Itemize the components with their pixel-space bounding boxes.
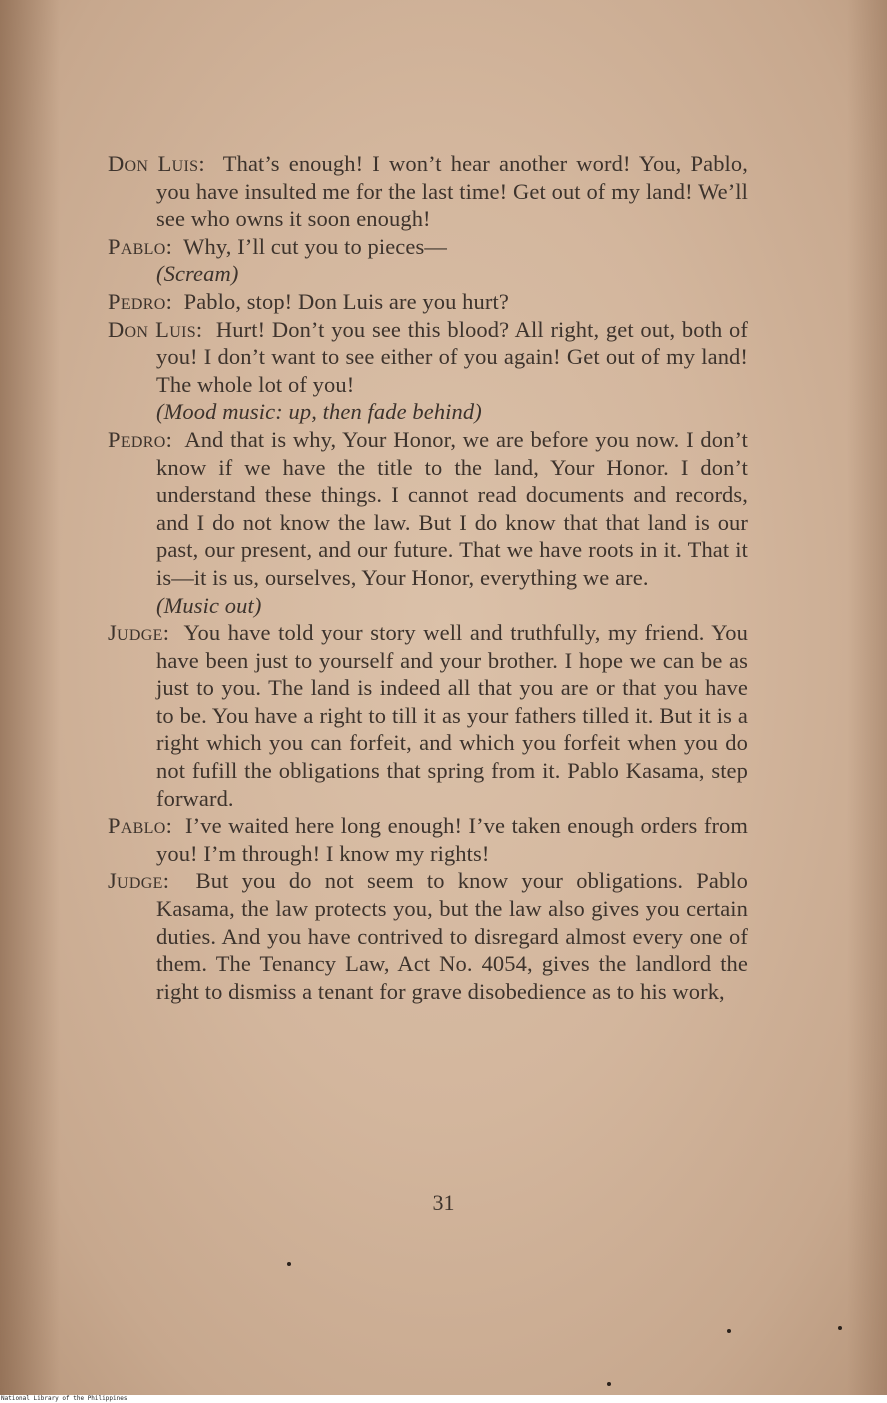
- paper-speck: [607, 1382, 611, 1386]
- footer-strip: [0, 1395, 887, 1403]
- paper-speck: [287, 1262, 291, 1266]
- speaker-name: Don Luis:: [108, 151, 205, 176]
- speech-text: But you do not seem to know your obligations. Pablo Kasama, the law protects you, but the law also gives you certain duties. And you have contrived to disregard almost every one of them. The Tenancy Law, Act No. 4054, gives the landlord the right to dismiss a tenant for grave disobedience as to his work,: [156, 868, 748, 1004]
- speaker-name: Judge:: [108, 868, 170, 894]
- speech-text: I’ve waited here long enough! I’ve taken enough orders from you! I’m through! I know my rights!: [156, 813, 748, 866]
- stage-direction-music-out: (Music out): [156, 592, 262, 618]
- speech-don-luis-1: [108, 150, 748, 233]
- speech-pablo-1: [108, 233, 748, 261]
- speech-judge-2: [108, 867, 748, 1005]
- paper-speck: [727, 1329, 731, 1333]
- speech-text: That’s enough! I won’t hear another word! You, Pablo, you have insulted me for the last time! Get out of my land! We’ll see who owns it soon enough!: [156, 151, 748, 232]
- speech-text: Why, I’ll cut you to pieces—: [183, 233, 447, 259]
- paper-speck: [838, 1326, 842, 1330]
- library-credit: National Library of the Philippines: [1, 1395, 128, 1402]
- play-script-text: [108, 150, 748, 1005]
- speech-text: Hurt! Don’t you see this blood? All right, get out, both of you! I don’t want to see either of you again! Get out of my land! The whole lot of you!: [156, 316, 748, 397]
- speech-text: Pablo, stop! Don Luis are you hurt?: [183, 288, 509, 314]
- speaker-name: Pedro:: [108, 288, 173, 314]
- speech-judge-1: [108, 619, 748, 812]
- speech-text: And that is why, Your Honor, we are before you now. I don’t know if we have the title to the land, Your Honor. I don’t understand these things. I cannot read documents and records, and I do not know the law. But I do know that that land is our past, our present, and our future. That we have roots in it. That it is—it is us, ourselves, Your Honor, everything we are.: [156, 426, 748, 590]
- speaker-name: Pedro:: [108, 426, 173, 452]
- speaker-name: Don Luis:: [108, 316, 203, 342]
- page-number: 31: [432, 1190, 455, 1215]
- speech-pablo-2: [108, 812, 748, 867]
- speaker-name: Judge:: [108, 620, 170, 646]
- stage-direction-mood-music: (Mood music: up, then fade behind): [156, 399, 482, 425]
- speech-pedro-2: [108, 426, 748, 592]
- speaker-name: Pablo:: [108, 233, 173, 259]
- speaker-name: Pablo:: [108, 813, 173, 839]
- speech-don-luis-2: [108, 316, 748, 399]
- speech-pedro-1: [108, 288, 748, 316]
- speech-text: You have told your story well and truthfully, my friend. You have been just to yourself and your brother. I hope we can be as just to you. The land is indeed all that you are or that you have to be. You have a right to till it as your fathers tilled it. But it is a right which you can forfeit, and which you forfeit when you do not fufill the obligations that spring from it. Pablo Kasama, step forward.: [156, 620, 748, 811]
- stage-direction-scream: (Scream): [156, 261, 239, 287]
